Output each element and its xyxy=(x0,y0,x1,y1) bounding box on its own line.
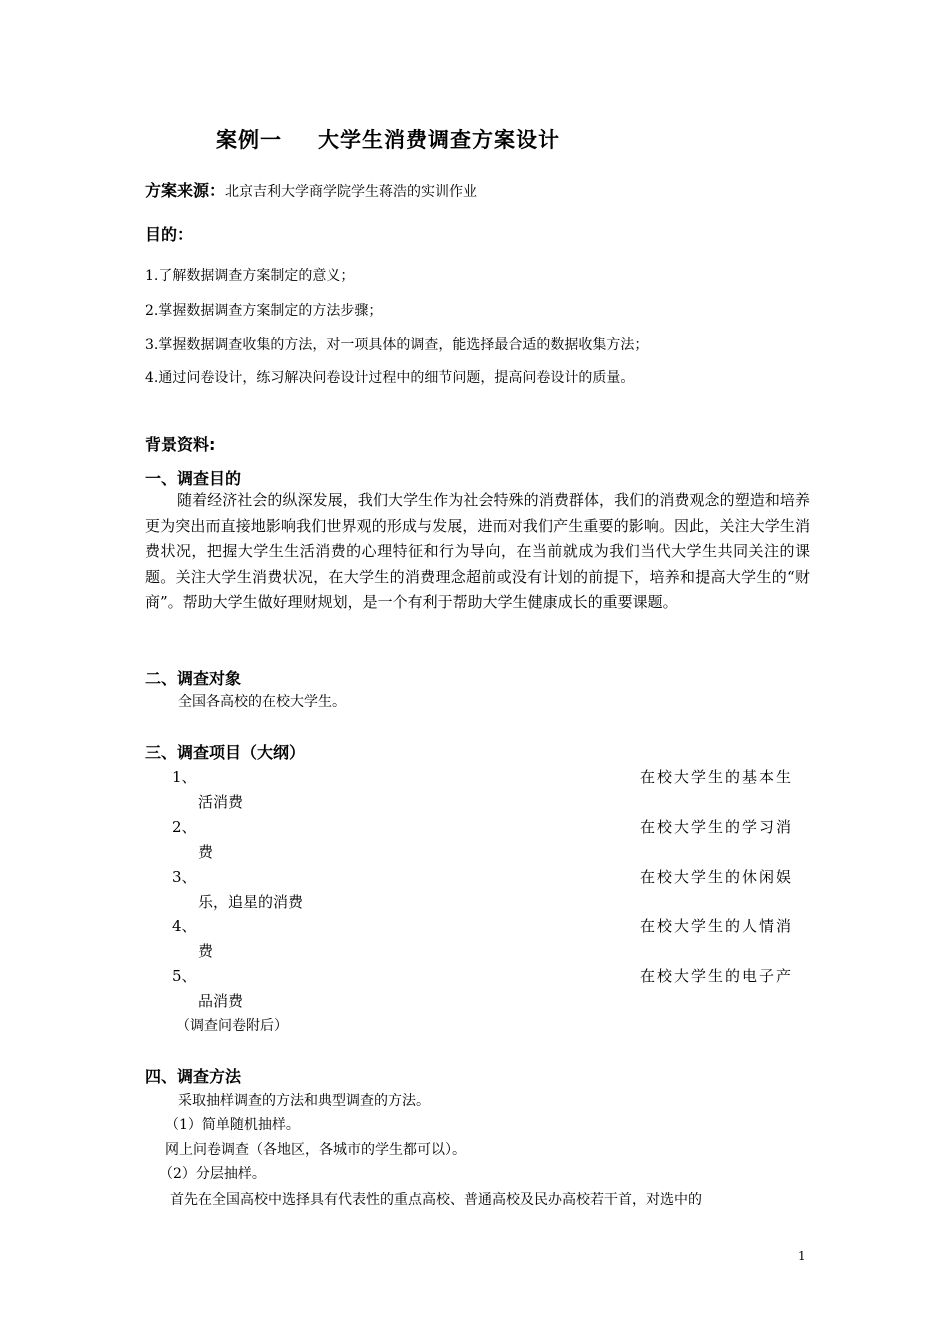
purpose-heading: 目的： xyxy=(145,225,194,244)
background-heading: 背景资料: xyxy=(145,435,216,454)
section4-heading: 四、调查方法 xyxy=(145,1067,242,1086)
section4-sub1: （1）简单随机抽样。 xyxy=(165,1117,300,1133)
purpose-item-2: 2.掌握数据调查方案制定的方法步骤； xyxy=(145,303,383,319)
survey-item-number: 2、 xyxy=(172,818,197,836)
survey-item-number: 4、 xyxy=(172,917,197,935)
section4-sub2: （2）分层抽样。 xyxy=(159,1166,266,1182)
section1-heading: 一、调查目的 xyxy=(145,469,242,488)
survey-item-continuation: 费 xyxy=(198,942,214,960)
section3-heading: 三、调查项目（大纲） xyxy=(145,743,306,762)
source-line xyxy=(145,178,477,201)
survey-item-text: 在校大学生的休闲娱 xyxy=(640,868,794,886)
source-value: 北京吉利大学商学院学生蒋浩的实训作业 xyxy=(225,184,478,200)
questionnaire-note: （调查问卷附后） xyxy=(176,1018,288,1034)
survey-item-text: 在校大学生的人情消 xyxy=(640,917,794,935)
page-number: 1 xyxy=(798,1249,806,1263)
section2-body: 全国各高校的在校大学生。 xyxy=(178,694,346,710)
section4-sub1-body: 网上问卷调查（各地区，各城市的学生都可以）。 xyxy=(165,1142,466,1158)
survey-item-text: 在校大学生的基本生 xyxy=(640,768,794,786)
page-title: 案例一 大学生消费调查方案设计 xyxy=(216,128,560,152)
survey-item-continuation: 品消费 xyxy=(198,992,244,1010)
survey-item-number: 3、 xyxy=(172,868,197,886)
survey-item-number: 5、 xyxy=(172,967,197,985)
survey-item-continuation: 活消费 xyxy=(198,793,244,811)
purpose-item-4: 4.通过问卷设计，练习解决问卷设计过程中的细节问题，提高问卷设计的质量。 xyxy=(145,370,635,386)
survey-item-text: 在校大学生的学习消 xyxy=(640,818,794,836)
purpose-item-3: 3.掌握数据调查收集的方法，对一项具体的调查，能选择最合适的数据收集方法； xyxy=(145,337,649,353)
survey-item-continuation: 费 xyxy=(198,843,214,861)
source-label: 方案来源： xyxy=(145,181,226,200)
survey-item-text: 在校大学生的电子产 xyxy=(640,967,794,985)
survey-item-continuation: 乐，追星的消费 xyxy=(198,893,304,911)
section4-sub2-body: 首先在全国高校中选择具有代表性的重点高校、普通高校及民办高校若干首，对选中的 xyxy=(170,1192,702,1208)
section2-heading: 二、调查对象 xyxy=(145,669,242,688)
section1-body: 随着经济社会的纵深发展，我们大学生作为社会特殊的消费群体，我们的消费观念的塑造和培养更为突出而直接地影响我们世界观的形成与发展，进而对我们产生重要的影响。因此，关注大学生消费状况，把握大学生生活消费的心理特征和行为导向，在当前就成为我们当代大学生共同关注的课题。关注大学生消费状况，在大学生的消费理念超前或没有计划的前提下，培养和提高大学生的“财商”。帮助大学生做好理财规划，是一个有利于帮助大学生健康成长的重要课题。 xyxy=(145,491,810,611)
purpose-item-1: 1.了解数据调查方案制定的意义； xyxy=(145,268,355,284)
section4-intro: 采取抽样调查的方法和典型调查的方法。 xyxy=(178,1093,430,1109)
survey-item-number: 1、 xyxy=(172,768,197,786)
